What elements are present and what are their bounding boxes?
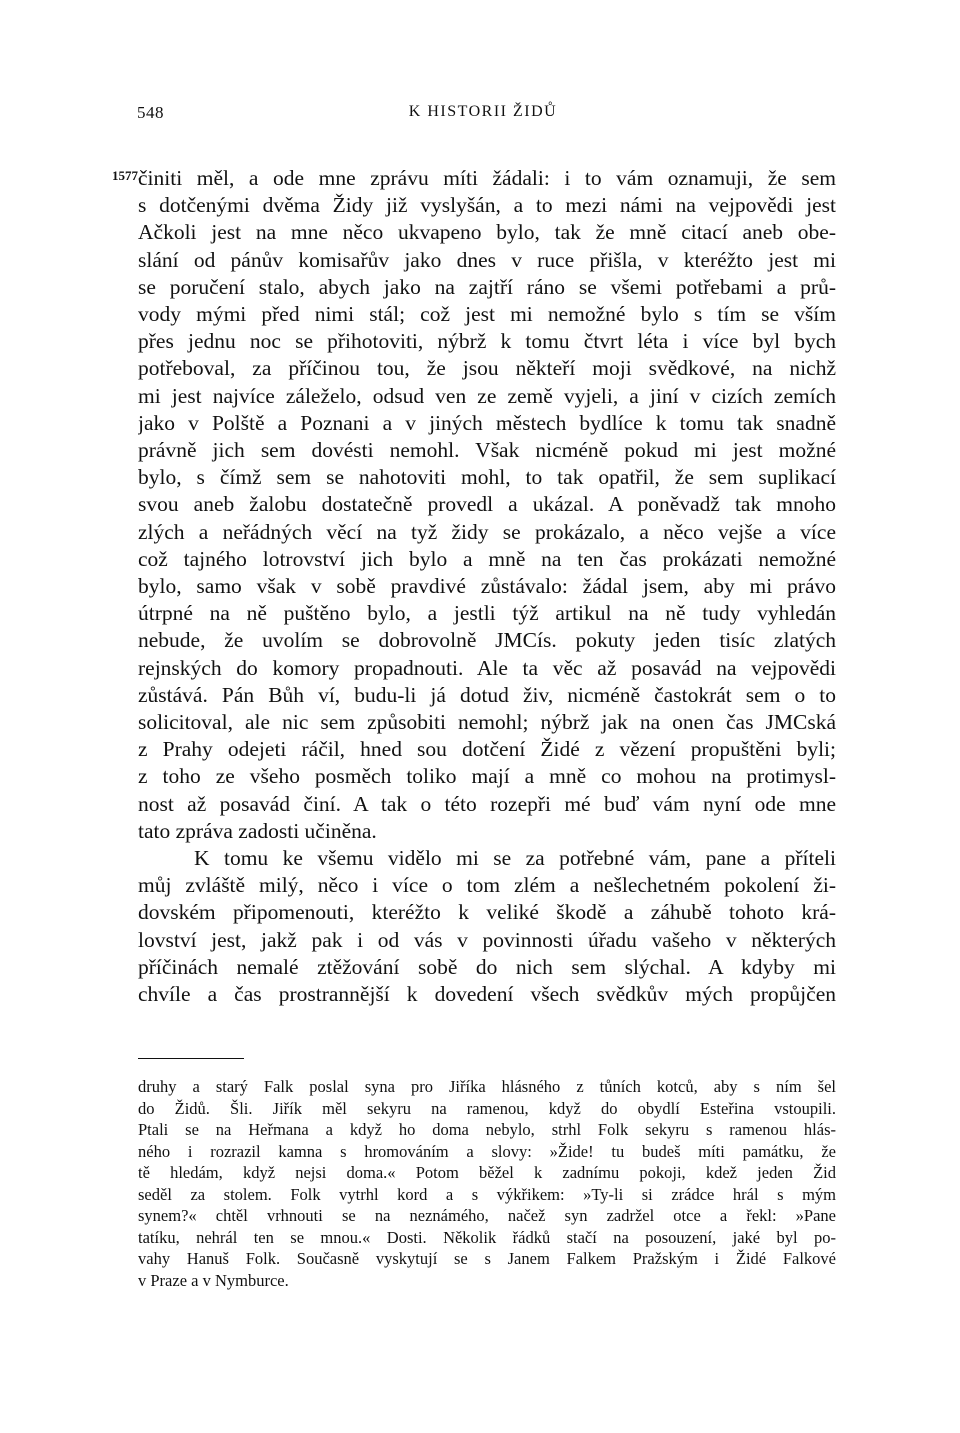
running-head: K HISTORII ŽIDŮ: [408, 103, 558, 120]
body-line: přes jednu noc se přihotoviti, nýbrž k tomu čtvrt léta i více byl bych: [138, 329, 836, 354]
footnote-line: seděl za stolem. Folk vytrhl kord a s výkřikem: »Ty-li si zrádce hrál s mým: [138, 1184, 836, 1204]
body-line: rejnských do komory propadnouti. Ale ta věc až posavád na vejpovědi: [138, 655, 836, 680]
body-line: mi jest najvíce záleželo, odsud ven ze země vyjeli, a jiní v cizích zemích: [138, 383, 836, 408]
body-line: což tajného lotrovství jich bylo a mně na ten čas prokázati nemožné: [138, 546, 836, 571]
body-line: z toho ze všeho posměch toliko mají a mně co mohou na protimysl-: [138, 764, 836, 789]
body-line: zlých a neřádných věcí na tyž židy se prokázalo, a něco vejše a více: [138, 519, 836, 544]
body-line: dovském připomenouti, kteréžto k veliké škodě a záhubě tohoto krá-: [138, 900, 836, 925]
body-line: bylo, samo však v sobě pravdivé zůstávalo: žádal jsem, aby mi právo: [138, 574, 836, 598]
body-line: příčinách nemalé ztěžování sobě do nich sem slýchal. A kdyby mi: [138, 954, 836, 979]
body-line: slání od pánův komisařův jako dnes v ruce přišla, v kteréžto jest mi: [138, 247, 836, 272]
margin-year: 1577.: [112, 168, 142, 183]
body-line: solicitoval, ale nic sem způsobiti nemohl; nýbrž jak na onen čas JMCská: [138, 710, 836, 734]
body-line: nost až posavád činí. A tak o této rozepři mé buď vám nyní ode mne: [138, 791, 836, 816]
body-line: chvíle a čas prostrannější k dovedení všech svědkův mých propůjčen: [138, 982, 836, 1006]
footnote-line: tatíku, nehrál ten se mnou.« Dosti. Několik řádků stačí na posouzení, jaké byl po-: [138, 1227, 836, 1247]
page-number: 548: [137, 103, 164, 122]
body-line: vody mými před nimi stál; což jest mi nemožné bylo s tím se vším: [138, 302, 836, 326]
body-line: bylo, s čímž sem se nahotoviti mohl, to tak opatřil, že sem suplikací: [138, 465, 836, 490]
footnote-line: do Židů. Šli. Jiřík měl sekyru na ramenou, když do obydlí Esteřina vstoupili.: [138, 1098, 836, 1118]
body-line: K tomu ke všemu vidělo mi se za potřebné vám, pane a příteli: [194, 846, 836, 870]
body-line: tato zpráva zadosti učiněna.: [138, 818, 377, 843]
body-line: činiti měl, a ode mne zprávu míti žádali: i to vám oznamuji, že sem: [138, 166, 836, 190]
footnote-line: ného i rozrazil kamna s hromováním a slovy: »Žide! tu budeš míti památku, že: [138, 1141, 836, 1161]
footnote-line: druhy a starý Falk poslal syna pro Jiříka hlásného z tůních kotců, aby s ním šel: [138, 1077, 836, 1096]
body-line: z Prahy odejeti ráčil, hned sou dotčení Židé z vězení propuštěni byli;: [138, 737, 836, 762]
body-line: právně jich sem dovésti nemohl. Však nicméně pokud mi jest možné: [138, 438, 836, 462]
footnote-line: Ptali se na Heřmana a když ho doma nebylo, strhl Folk sekyru s ramenou hlás-: [138, 1120, 836, 1139]
footnote-line: vahy Hanuš Folk. Současně vyskytují se s Janem Falkem Pražským i Židé Falkové: [138, 1249, 836, 1268]
body-line: útrpné na ně puštěno bylo, a jestli týž artikul na ně tudy vyhledán: [138, 601, 836, 626]
footnote-rule: [138, 1058, 244, 1059]
footnote-line: synem?« chtěl vrhnouti se na neznámého, načež syn zadržel otce a řekl: »Pane: [138, 1206, 836, 1225]
footnote-line: tě hledám, když nejsi doma.« Potom běžel k zadnímu pokoji, kdež jeden Žid: [138, 1163, 836, 1182]
footnote-line: v Praze a v Nymburce.: [138, 1270, 289, 1290]
body-line: jako v Polště a Poznani a v jiných městech bydlíce k tomu tak snadně: [138, 410, 836, 435]
body-line: můj zvláště milý, něco i více o tom zlém a nešlechetném pokolení ži-: [138, 873, 836, 898]
body-line: zůstává. Pán Bůh ví, budu-li já dotud živ, nicméně častokrát sem o to: [138, 682, 836, 707]
body-line: Ačkoli jest na mne něco ukvapeno bylo, tak že mně citací aneb obe-: [138, 220, 836, 245]
body-line: svou aneb žalobu dostatečně provedl a ukázal. A poněvadž tak mnoho: [138, 492, 836, 517]
body-line: lovství jest, jakž pak i od vás v povinnosti úřadu vašeho v některých: [138, 927, 836, 952]
body-line: s dotčenými dvěma Židy již vyslyšán, a to mezi námi na vejpovědi jest: [138, 193, 836, 218]
body-line: potřeboval, za příčinou tou, že jsou někteří moji svědkové, na nichž: [138, 356, 836, 381]
body-line: se poručení stalo, abych jako na zajtří ráno se všemi potřebami a prů-: [138, 274, 836, 299]
body-line: nebude, že uvolím se dobrovolně JMCís. pokuty jeden tisíc zlatých: [138, 628, 836, 653]
